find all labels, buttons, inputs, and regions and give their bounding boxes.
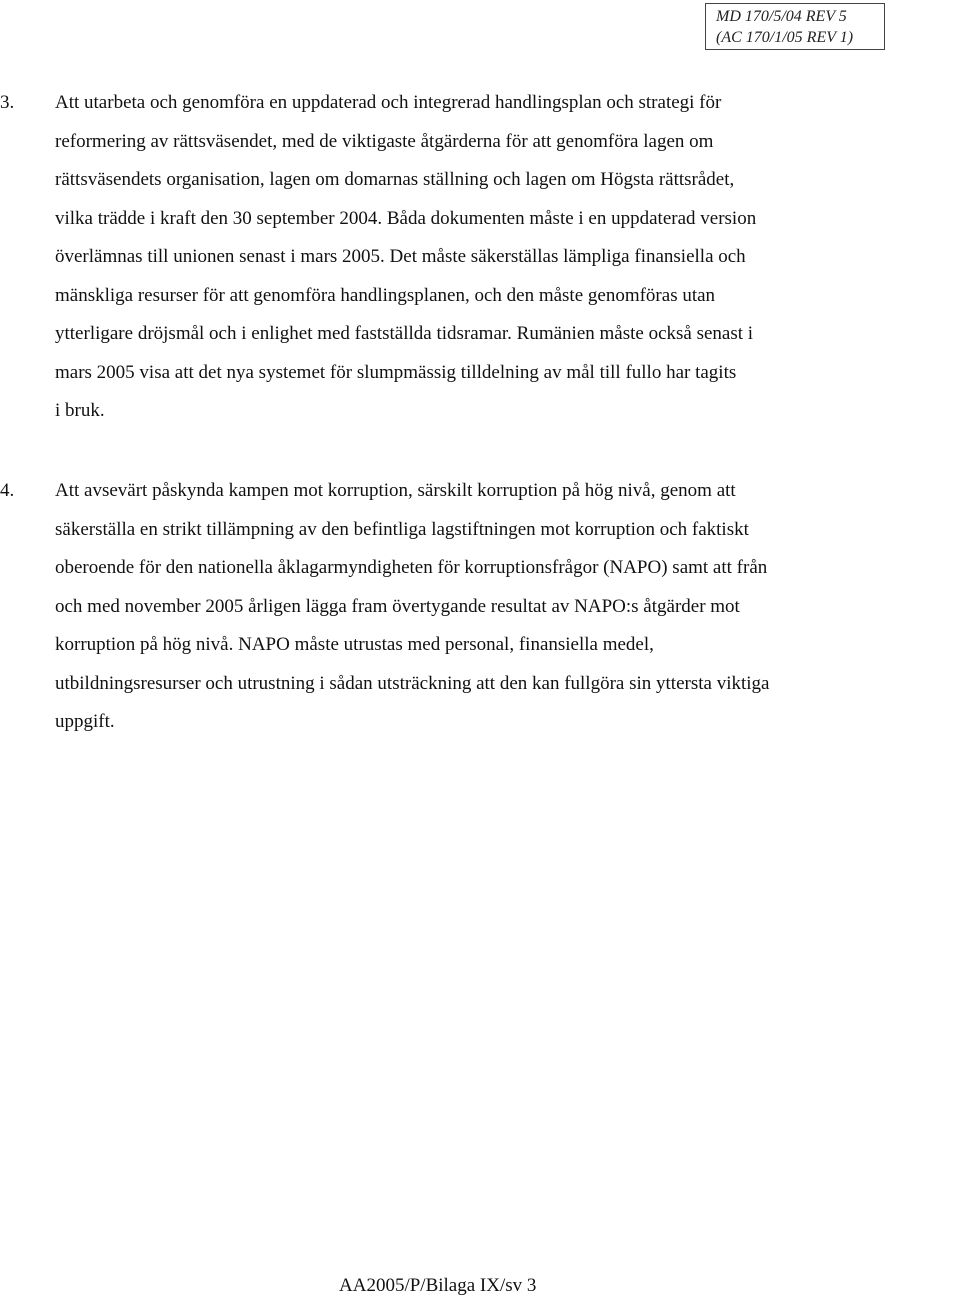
paragraph-text: [55, 84, 905, 431]
text-line: Att avsevärt påskynda kampen mot korruption, särskilt korruption på hög nivå, genom att: [55, 480, 736, 501]
text-line: utbildningsresurser och utrustning i sådan utsträckning att den kan fullgöra sin yttersta viktiga: [55, 672, 770, 694]
document-reference-line-1: MD 170/5/04 REV 5: [716, 8, 847, 25]
text-line: säkerställa en strikt tillämpning av den befintliga lagstiftningen mot korruption och faktiskt: [55, 518, 749, 540]
text-line: ytterligare dröjsmål och i enlighet med fastställda tidsramar. Rumänien måste också senast i: [55, 323, 754, 344]
paragraph-text: [55, 472, 905, 742]
paragraph-number: 4.: [0, 480, 15, 501]
document-reference-line-2: (AC 170/1/05 REV 1): [716, 29, 854, 46]
paragraph-number: 3.: [0, 92, 15, 113]
text-line: uppgift.: [55, 711, 115, 732]
page-footer-reference: AA2005/P/Bilaga IX/sv 3: [339, 1275, 537, 1296]
text-line: Att utarbeta och genomföra en uppdaterad och integrerad handlingsplan och strategi för: [55, 92, 722, 113]
text-line: och med november 2005 årligen lägga fram övertygande resultat av NAPO:s åtgärder mot: [55, 595, 740, 617]
text-line: reformering av rättsväsendet, med de viktigaste åtgärderna för att genomföra lagen om: [55, 130, 714, 152]
text-line: mars 2005 visa att det nya systemet för slumpmässig tilldelning av mål till fullo har tagits: [55, 361, 737, 383]
text-line: i bruk.: [55, 400, 105, 421]
text-line: vilka trädde i kraft den 30 september 2004. Båda dokumenten måste i en uppdaterad version: [55, 207, 757, 229]
text-line: mänskliga resurser för att genomföra handlingsplanen, och den måste genomföras utan: [55, 284, 716, 306]
text-line: överlämnas till unionen senast i mars 2005. Det måste säkerställas lämpliga finansiella och: [55, 246, 746, 267]
text-line: korruption på hög nivå. NAPO måste utrustas med personal, finansiella medel,: [55, 634, 654, 655]
text-line: oberoende för den nationella åklagarmyndigheten för korruptionsfrågor (NAPO) samt att från: [55, 557, 768, 578]
text-line: rättsväsendets organisation, lagen om domarnas ställning och lagen om Högsta rättsrådet,: [55, 169, 735, 190]
document-reference-box: [705, 3, 885, 50]
